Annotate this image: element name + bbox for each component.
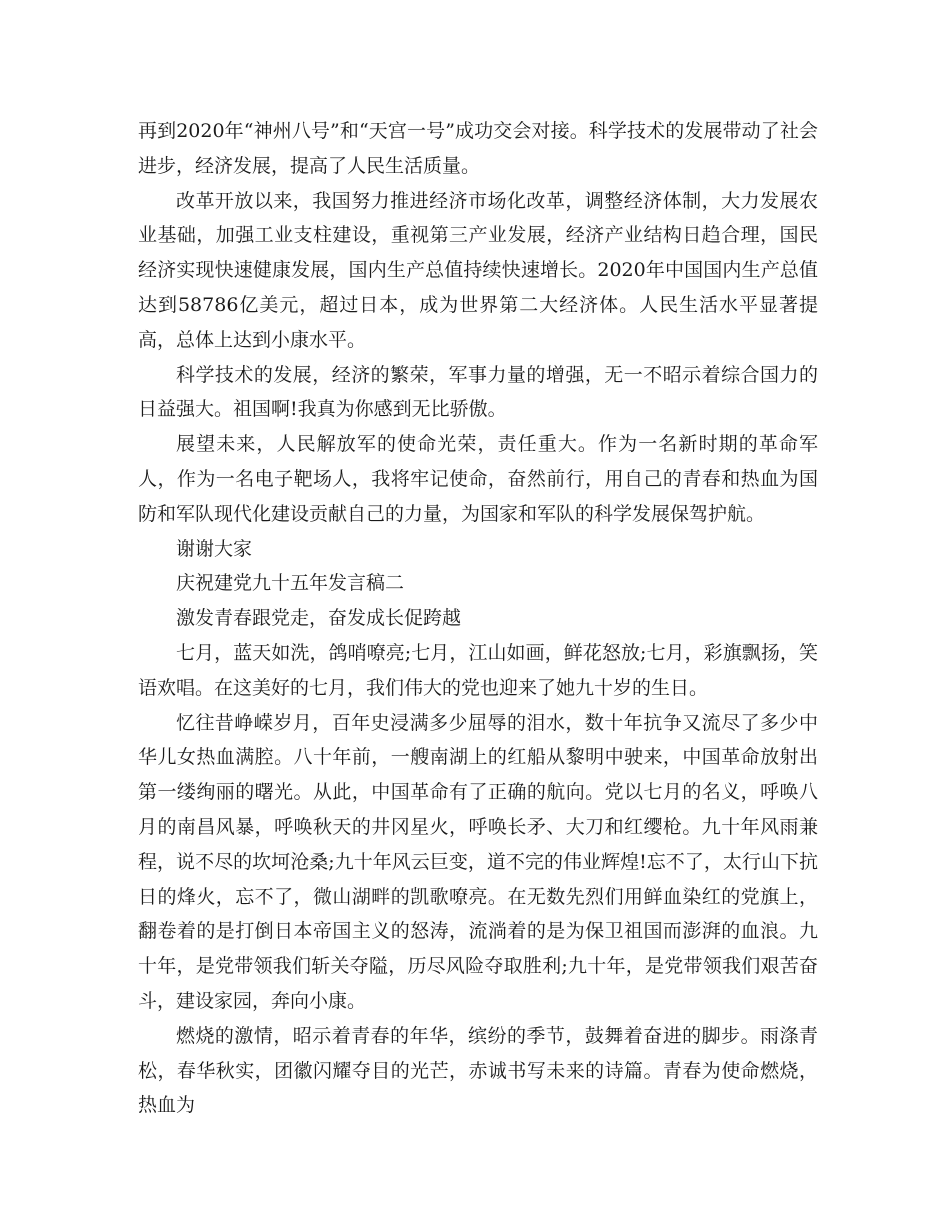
paragraph-reform-opening: 改革开放以来，我国努力推进经济市场化改革，调整经济体制，大力发展农业基础，加强工业支柱建设，重视第三产业发展，经济产业结构日趋合理，国民经济实现快速健康发展，国内生产总值持续快速增长。2020年中国国内生产总值达到58786亿美元，超过日本，成为世界第二大经济体。人民生活水平显著提高，总体上达到小康水平。 (138, 189, 818, 351)
paragraph-july: 七月，蓝天如洗，鸽哨嘹亮;七月，江山如画，鲜花怒放;七月，彩旗飘扬，笑语欢唱。在这美好的七月，我们伟大的党也迎来了她九十岁的生日。 (138, 641, 818, 699)
document-body (138, 114, 818, 1123)
paragraph-thanks: 谢谢大家 (176, 537, 253, 560)
section-heading: 庆祝建党九十五年发言稿二 (176, 572, 405, 595)
paragraph-history: 忆往昔峥嵘岁月，百年史浸满多少屈辱的泪水，数十年抗争又流尽了多少中华儿女热血满腔。八十年前，一艘南湖上的红船从黎明中驶来，中国革命放射出第一缕绚丽的曙光。从此，中国革命有了正确的航向。党以七月的名义，呼唤八月的南昌风暴，呼唤秋天的井冈星火，呼唤长矛、大刀和红缨枪。九十年风雨兼程，说不尽的坎坷沧桑;九十年风云巨变，道不完的伟业辉煌!忘不了，太行山下抗日的烽火，忘不了，微山湖畔的凯歌嘹亮。在无数先烈们用鲜血染红的党旗上，翻卷着的是打倒日本帝国主义的怒涛，流淌着的是为保卫祖国而澎湃的血浪。九十年，是党带领我们斩关夺隘，历尽风险夺取胜利;九十年，是党带领我们艰苦奋斗，建设家园，奔向小康。 (138, 711, 818, 1012)
paragraph-youth-passion: 燃烧的激情，昭示着青春的年华，缤纷的季节，鼓舞着奋进的脚步。雨涤青松，春华秋实，团徽闪耀夺目的光芒，赤诚书写未来的诗篇。青春为使命燃烧，热血为 (138, 1024, 818, 1117)
paragraph-continuation: 再到2020年“神州八号”和“天宫一号”成功交会对接。科学技术的发展带动了社会进步，经济发展，提高了人民生活质量。 (138, 120, 818, 177)
paragraph-national-strength: 科学技术的发展，经济的繁荣，军事力量的增强，无一不昭示着综合国力的日益强大。祖国啊!我真为你感到无比骄傲。 (138, 363, 818, 421)
paragraph-future-mission: 展望未来，人民解放军的使命光荣，责任重大。作为一名新时期的革命军人，作为一名电子靶场人，我将牢记使命，奋然前行，用自己的青春和热血为国防和军队现代化建设贡献自己的力量，为国家和军队的科学发展保驾护航。 (138, 433, 818, 525)
section-subtitle: 激发青春跟党走，奋发成长促跨越 (176, 607, 462, 630)
